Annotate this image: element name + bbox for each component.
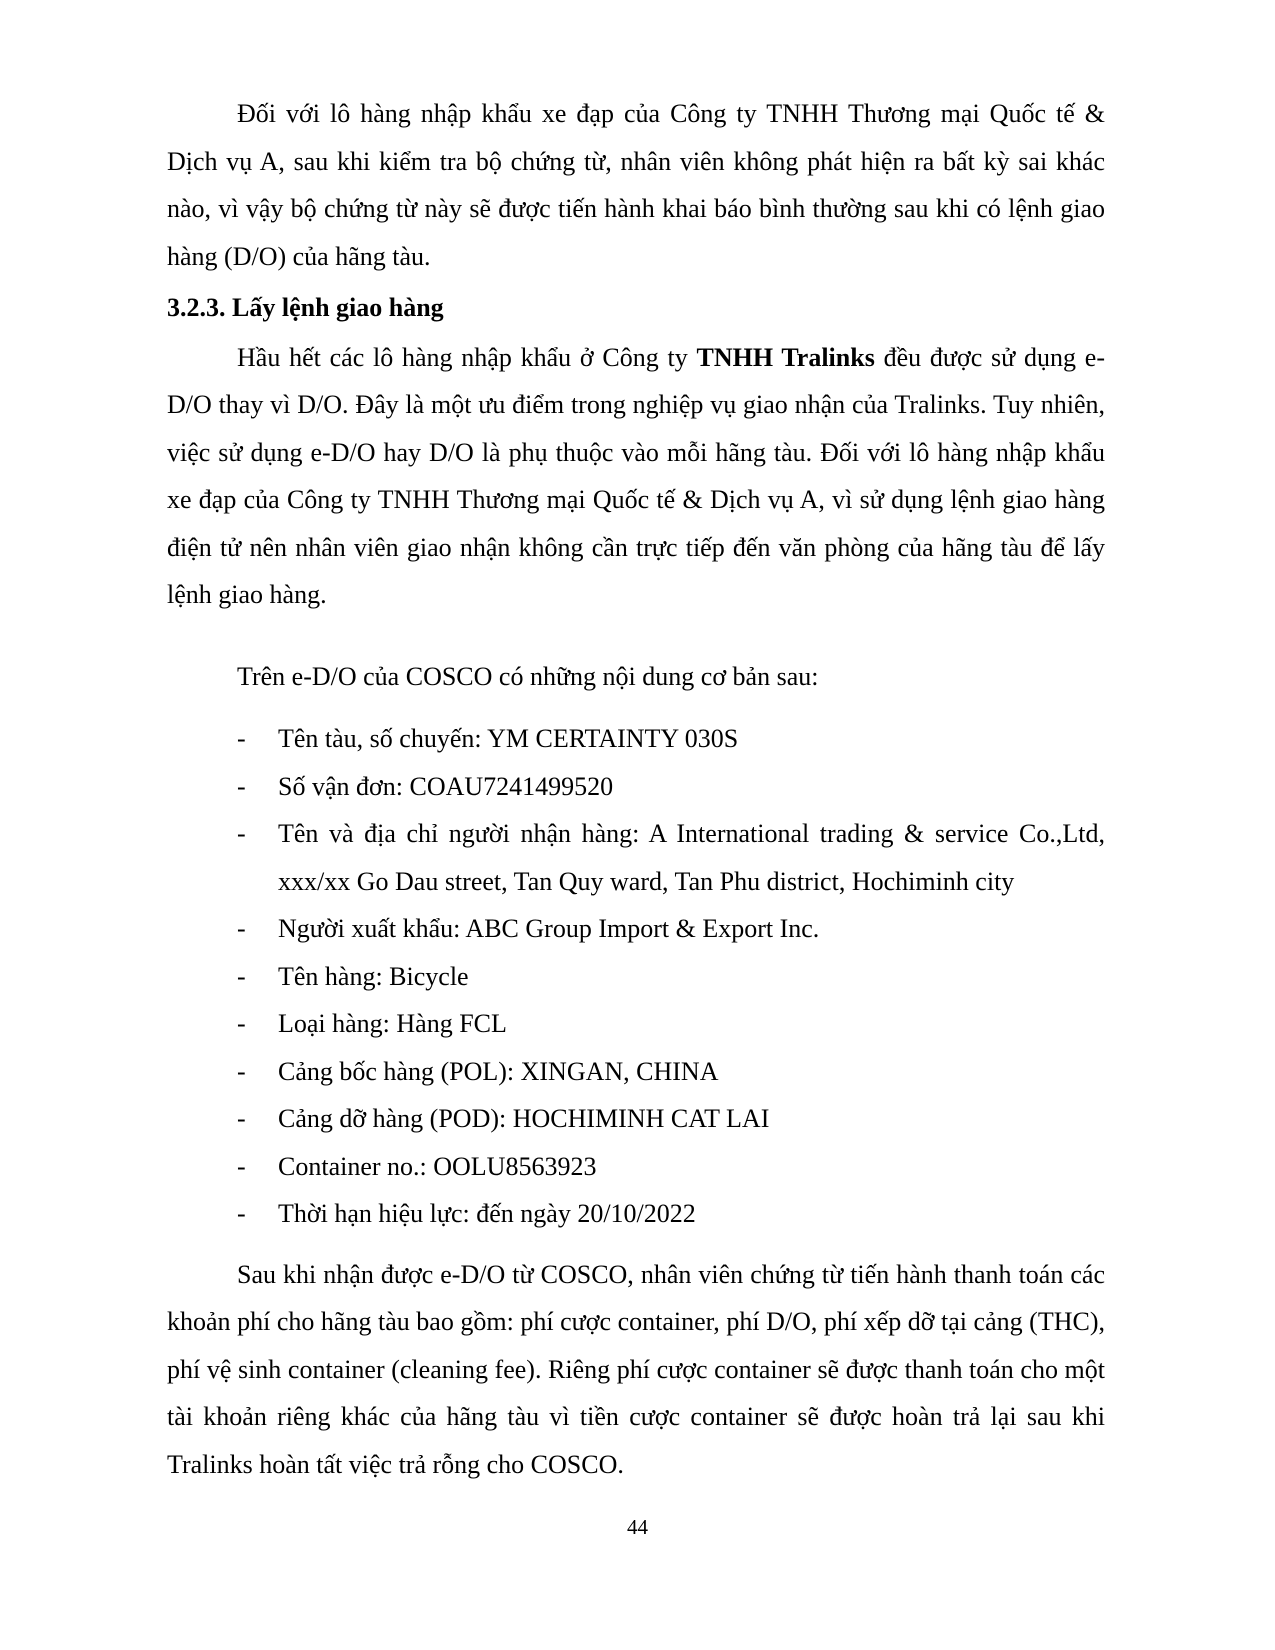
bullet-dash: - <box>237 724 246 753</box>
list-item-exporter <box>237 905 1105 953</box>
list-item-text: Loại hàng: Hàng FCL <box>278 1009 507 1038</box>
list-item-vessel-voyage <box>237 715 1105 763</box>
paragraph-edo-usage-post: đều được sử dụng e-D/O thay vì D/O. Đây là một ưu điểm trong nghiệp vụ giao nhận của Tralinks. Tuy nhiên, việc sử dụng e-D/O hay D/O là phụ thuộc vào mỗi hãng tàu. Đối với lô hàng nhập khẩu xe đạp của Công ty TNHH Thương mại Quốc tế & Dịch vụ A, vì sử dụng lệnh giao hàng điện tử nên nhân viên giao nhận không cần trực tiếp đến văn phòng của hãng tàu để lấy lệnh giao hàng. <box>167 342 1105 609</box>
list-item-text: Cảng dỡ hàng (POD): HOCHIMINH CAT LAI <box>278 1104 770 1133</box>
company-name-emphasis: TNHH Tralinks <box>696 342 875 372</box>
list-item-text: Cảng bốc hàng (POL): XINGAN, CHINA <box>278 1056 719 1086</box>
bullet-dash: - <box>237 819 246 848</box>
list-intro-line: Trên e-D/O của COSCO có những nội dung cơ bản sau: <box>237 661 819 691</box>
list-item-text: Tên hàng: Bicycle <box>278 961 469 991</box>
page-number: 44 <box>627 1515 648 1539</box>
paragraph-edo-usage-pre: Hầu hết các lô hàng nhập khẩu ở Công ty <box>237 342 697 372</box>
bullet-dash: - <box>237 1009 246 1038</box>
list-item-validity <box>237 1190 1105 1238</box>
list-item-text: Người xuất khẩu: ABC Group Import & Export Inc. <box>278 914 820 943</box>
paragraph-fee-payment: Sau khi nhận được e-D/O từ COSCO, nhân viên chứng từ tiến hành thanh toán các khoản phí cho hãng tàu bao gồm: phí cược container, phí D/O, phí xếp dỡ tại cảng (THC), phí vệ sinh container (cleaning fee). Riêng phí cược container sẽ được thanh toán cho một tài khoản riêng khác của hãng tàu vì tiền cược container sẽ được hoàn trả lại sau khi Tralinks hoàn tất việc trả rỗng cho COSCO. <box>167 1259 1105 1479</box>
list-item-bl-number <box>237 763 1105 811</box>
list-item-text: Tên tàu, số chuyến: YM CERTAINTY 030S <box>278 724 739 753</box>
list-item-commodity <box>237 953 1105 1001</box>
list-item-text: Tên và địa chỉ người nhận hàng: A International trading & service Co.,Ltd, xxx/xx Go Dau street, Tan Quy ward, Tan Phu district, Hochiminh city <box>278 819 1105 896</box>
bullet-dash: - <box>237 1104 246 1133</box>
bullet-dash: - <box>237 771 246 801</box>
bullet-dash: - <box>237 1056 246 1086</box>
document-body <box>167 0 1105 1488</box>
list-item-text: Container no.: OOLU8563923 <box>278 1151 597 1181</box>
list-item-pol <box>237 1048 1105 1096</box>
list-item-text: Thời hạn hiệu lực: đến ngày 20/10/2022 <box>278 1199 696 1228</box>
section-heading-3-2-3: 3.2.3. Lấy lệnh giao hàng <box>167 293 444 322</box>
list-item-consignee <box>237 810 1105 905</box>
bullet-dash: - <box>237 914 246 943</box>
bullet-dash: - <box>237 1199 246 1228</box>
list-item-container-no <box>237 1143 1105 1191</box>
list-item-cargo-type <box>237 1000 1105 1048</box>
paragraph-customs-check: Đối với lô hàng nhập khẩu xe đạp của Công ty TNHH Thương mại Quốc tế & Dịch vụ A, sau khi kiểm tra bộ chứng từ, nhân viên không phát hiện ra bất kỳ sai khác nào, vì vậy bộ chứng từ này sẽ được tiến hành khai báo bình thường sau khi có lệnh giao hàng (D/O) của hãng tàu. <box>167 99 1105 271</box>
bullet-dash: - <box>237 961 246 991</box>
edo-details-list <box>167 715 1105 1238</box>
paragraph-edo-usage <box>167 334 1105 619</box>
list-item-text: Số vận đơn: COAU7241499520 <box>278 771 614 801</box>
bullet-dash: - <box>237 1151 246 1181</box>
list-item-pod <box>237 1095 1105 1143</box>
